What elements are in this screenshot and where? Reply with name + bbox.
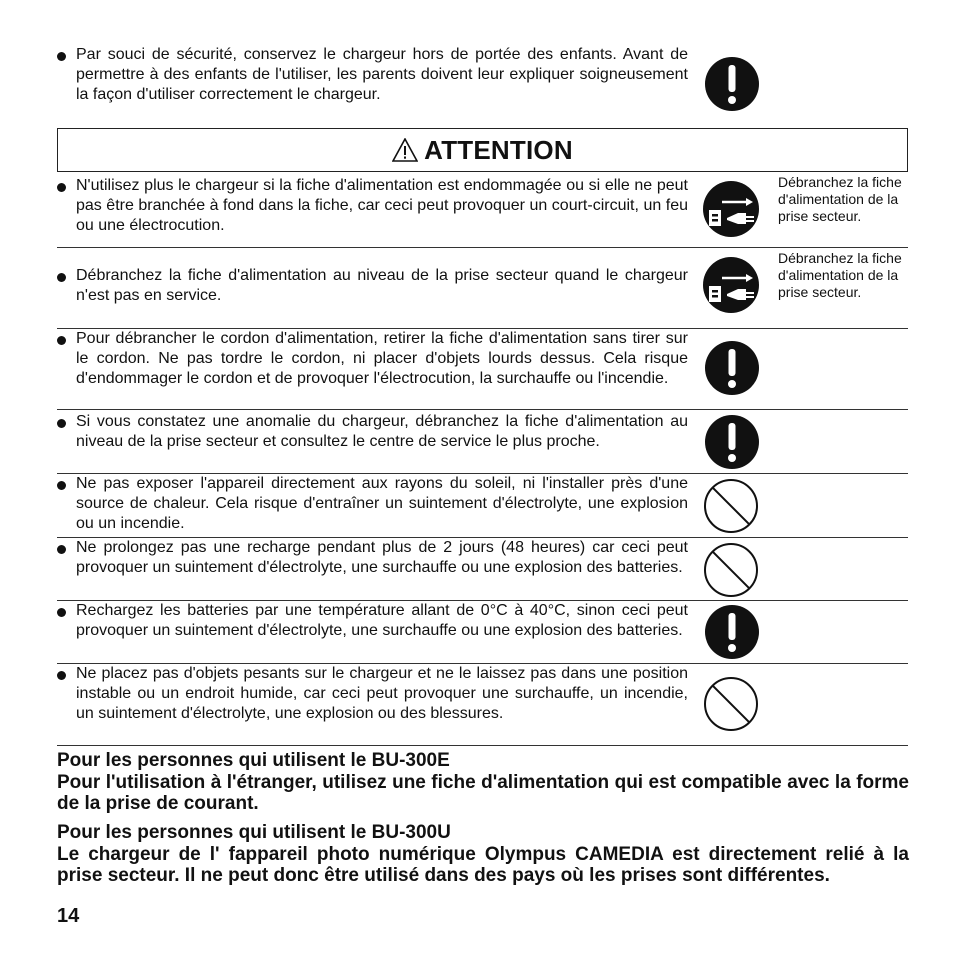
safety-item-text-wrap [57, 664, 688, 723]
safety-item-text: Si vous constatez une anomalie du chargeur, débranchez la fiche d'alimentation au niveau de la prise secteur et consultez le centre de service le plus proche. [76, 413, 688, 450]
intro-text: Par souci de sécurité, conservez le chargeur hors de portée des enfants. Avant de permettre à des enfants de l'utiliser, les parents doivent leur expliquer soigneusement la façon d'utiliser correctement le chargeur. [76, 46, 688, 103]
page-number: 14 [57, 905, 80, 927]
unplug-icon [702, 180, 760, 238]
mandatory-action-icon [704, 56, 760, 112]
safety-item-text-wrap [57, 538, 688, 578]
unplug-icon [702, 256, 760, 314]
bu300e-body: Pour l'utilisation à l'étranger, utilisez une fiche d'alimentation qui est compatible avec la forme de la prise de courant. [57, 771, 909, 814]
unplug-instruction-note: Débranchez la fiche d'alimentation de la prise secteur. [778, 174, 902, 224]
bullet-icon [57, 608, 66, 617]
safety-item-text: N'utilisez plus le chargeur si la fiche d'alimentation est endommagée ou si elle ne peut pas être branchée à fond dans la fiche, car ceci peut provoquer un court-circuit, un feu ou une électrocution. [76, 177, 688, 234]
attention-header [57, 128, 908, 172]
bullet-icon [57, 671, 66, 680]
safety-item-text: Ne pas exposer l'appareil directement aux rayons du soleil, ni l'installer près d'une source de chaleur. Cela risque d'entraîner un suintement d'électrolyte, une explosion ou un incendie. [76, 475, 688, 532]
safety-item [57, 601, 908, 664]
attention-label: ATTENTION [424, 135, 573, 165]
bu300e-section [57, 750, 909, 815]
bu300u-body: Le chargeur de l' fappareil photo numérique Olympus CAMEDIA est directement relié à la prise secteur. Il ne peut donc être utilisé dans des pays où les prises sont différentes. [57, 843, 909, 886]
safety-item-text-wrap [57, 266, 688, 306]
safety-item-text-wrap [57, 601, 688, 641]
bullet-icon [57, 336, 66, 345]
safety-item-text: Pour débrancher le cordon d'alimentation, retirer la fiche d'alimentation sans tirer sur le cordon. Ne pas tordre le cordon, ni placer d'objets lourds dessus. Cela risque d'endommager le cordon et de provoquer l'électrocution, la surchauffe ou l'incendie. [76, 330, 688, 387]
safety-item [57, 664, 908, 746]
safety-item [57, 538, 908, 601]
prohibited-icon [703, 542, 759, 598]
safety-item-text: Rechargez les batteries par une température allant de 0°C à 40°C, sinon ceci peut provoquer un suintement d'électrolyte, une surchauffe ou une explosion des batteries. [76, 602, 688, 639]
bullet-icon [57, 419, 66, 428]
intro-row [57, 45, 908, 125]
prohibited-icon [703, 676, 759, 732]
prohibited-icon [703, 478, 759, 534]
safety-item-text: Ne placez pas d'objets pesants sur le chargeur et ne le laissez pas dans une position instable ou un endroit humide, car ceci peut provoquer une surchauffe, un incendie, un suintement d'électrolyte, une explosion ou des blessures. [76, 665, 688, 722]
bullet-icon [57, 183, 66, 192]
bullet-icon [57, 273, 66, 282]
bullet-icon [57, 545, 66, 554]
bu300u-section [57, 822, 909, 887]
safety-item-text-wrap [57, 176, 688, 235]
mandatory-action-icon [704, 604, 760, 660]
attention-title [58, 135, 907, 169]
safety-item [57, 172, 908, 248]
safety-item-text-wrap [57, 329, 688, 388]
safety-item [57, 410, 908, 474]
safety-item-text: Ne prolongez pas une recharge pendant plus de 2 jours (48 heures) car ceci peut provoquer un suintement d'électrolyte, une surchauffe ou une explosion des batteries. [76, 539, 688, 576]
safety-item [57, 474, 908, 538]
bullet-icon [57, 52, 66, 61]
warning-triangle-icon [392, 138, 418, 169]
mandatory-action-icon [704, 414, 760, 470]
safety-item [57, 248, 908, 329]
mandatory-action-icon [704, 340, 760, 396]
bullet-icon [57, 481, 66, 490]
safety-item [57, 329, 908, 410]
safety-item-text-wrap [57, 474, 688, 533]
safety-item-text-wrap [57, 412, 688, 452]
bu300e-heading: Pour les personnes qui utilisent le BU-300E [57, 750, 450, 771]
unplug-instruction-note: Débranchez la fiche d'alimentation de la prise secteur. [778, 250, 902, 300]
intro-item [57, 45, 688, 104]
safety-item-text: Débranchez la fiche d'alimentation au niveau de la prise secteur quand le chargeur n'est pas en service. [76, 267, 688, 304]
bu300u-heading: Pour les personnes qui utilisent le BU-300U [57, 822, 451, 843]
